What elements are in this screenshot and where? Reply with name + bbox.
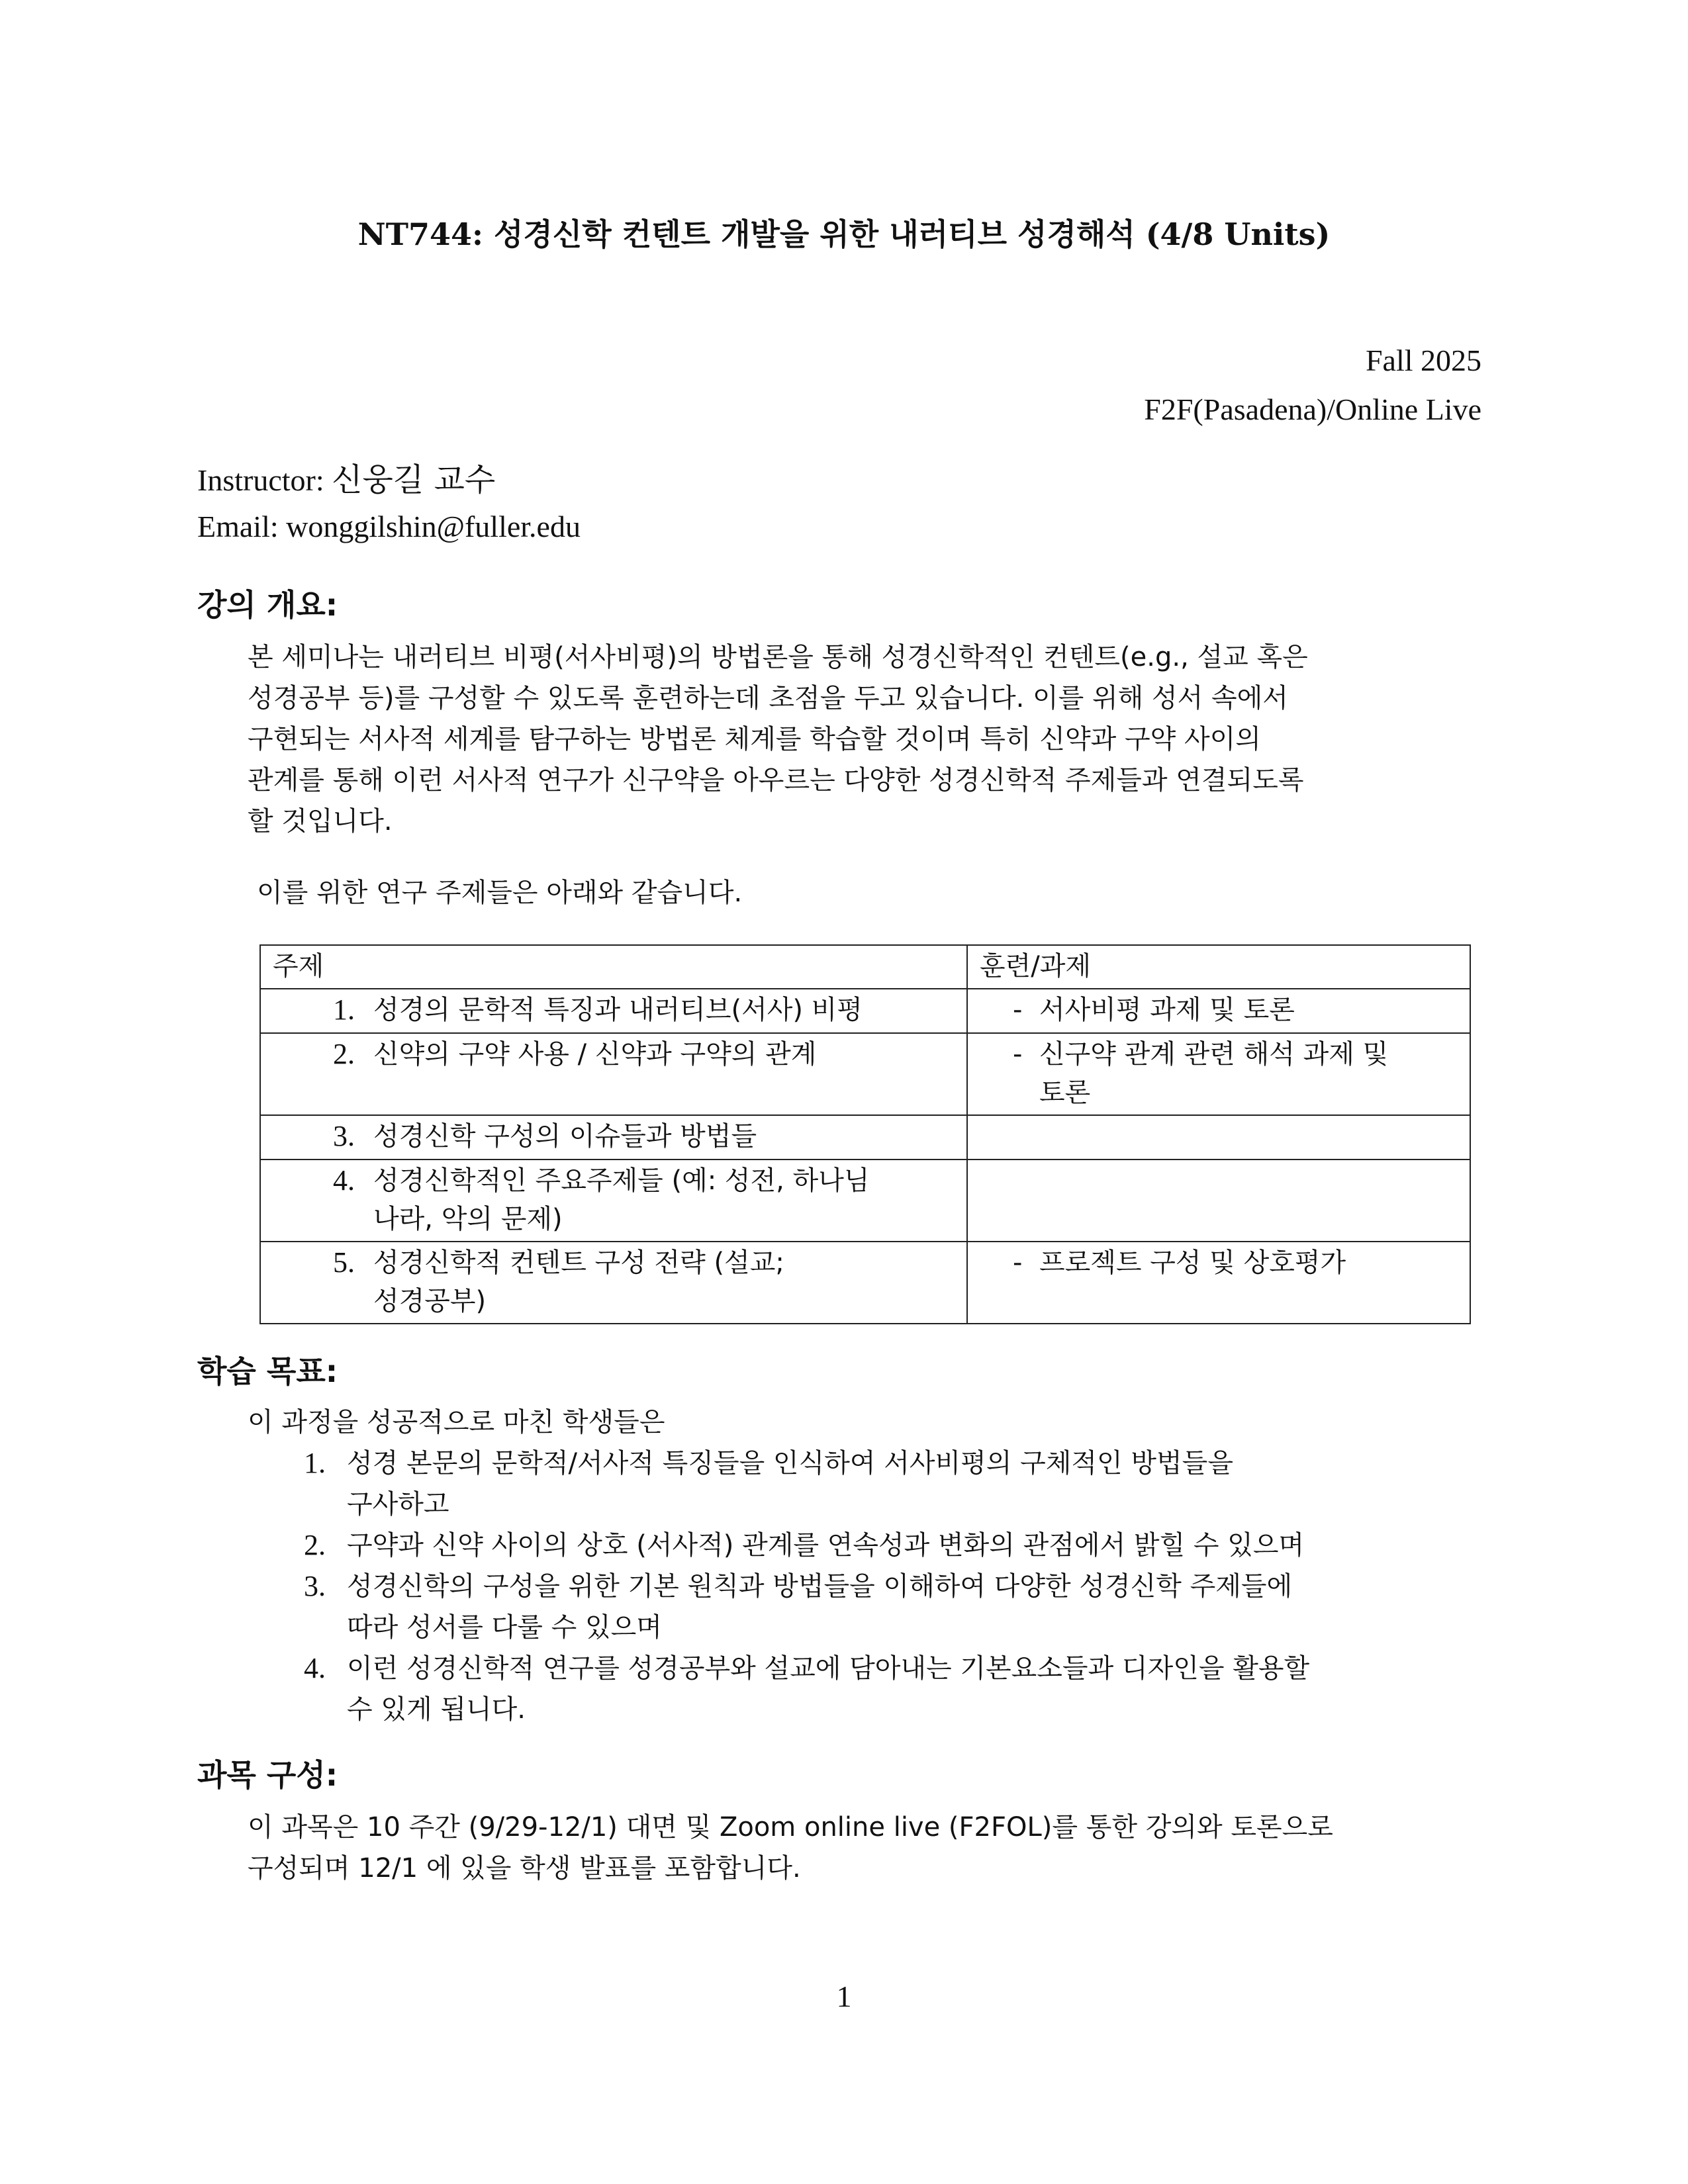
list-item xyxy=(248,1443,1479,1525)
table-row xyxy=(260,1115,1470,1160)
topics-intro: 이를 위한 연구 주제들은 아래와 같습니다. xyxy=(257,878,743,908)
item-text: 성경 본문의 문학적/서사적 특징들을 인식하여 서사비평의 구체적인 방법들을 구사하고 xyxy=(347,1448,1233,1520)
course-meta xyxy=(1144,336,1481,434)
objectives-intro: 이 과정을 성공적으로 마친 학생들은 xyxy=(248,1407,665,1437)
item-number: 4. xyxy=(304,1652,326,1684)
item-text: 이런 성경신학적 연구를 성경공부와 설교에 담아내는 기본요소들과 디자인을 활용할 수 있게 됩니다. xyxy=(347,1653,1310,1725)
item-number: 3. xyxy=(304,1570,326,1602)
row-number: 2. xyxy=(333,1038,355,1070)
overview-body: 본 세미나는 내러티브 비평(서사비평)의 방법론을 통해 성경신학적인 컨텐트(e.g., 설교 혹은 성경공부 등)를 구성할 수 있도록 훈련하는데 초점을 두고 있습니다. 이를 위해 성서 속에서 구현되는 서사적 세계를 탐구하는 방법론 체계를 학습할 것이며 특히 신약과 구약 사이의 관계를 통해 이런 서사적 연구가 신구약을 아우르는 다양한 성경신학적 주제들과 연결되도록 할 것입니다. xyxy=(248,642,1308,837)
item-text: 구약과 신약 사이의 상호 (서사적) 관계를 연속성과 변화의 관점에서 밝힐 수 있으며 xyxy=(347,1530,1305,1561)
table-row xyxy=(260,1160,1470,1242)
overview-heading: 강의 개요: xyxy=(197,587,338,623)
page-number: 1 xyxy=(836,1979,852,2013)
course-format: F2F(Pasadena)/Online Live xyxy=(1144,392,1481,426)
instructor-label: Instructor: xyxy=(197,463,324,497)
row-task-empty xyxy=(967,1115,1470,1160)
email-label: Email: xyxy=(197,510,279,543)
objectives-list xyxy=(248,1443,1479,1730)
row-topic: 신약의 구약 사용 / 신약과 구약의 관계 xyxy=(373,1039,817,1069)
instructor-name: 신웅길 교수 xyxy=(332,461,496,498)
table-row: 1. 성경의 문학적 특징과 내러티브(서사) 비평 - 서사비평 과제 및 토론 xyxy=(260,989,1470,1033)
topics-table xyxy=(259,944,1471,1324)
row-topic: 성경의 문학적 특징과 내러티브(서사) 비평 xyxy=(373,995,863,1025)
item-number: 2. xyxy=(304,1529,326,1561)
row-number: 4. xyxy=(333,1164,355,1197)
item-text: 성경신학의 구성을 위한 기본 원칙과 방법들을 이해하여 다양한 성경신학 주제들에 따라 성서를 다룰 수 있으며 xyxy=(347,1571,1293,1643)
table-header-topic: 주제 xyxy=(260,945,967,989)
row-topic: 성경신학적 컨텐트 구성 전략 (설교; 성경공부) xyxy=(373,1248,784,1316)
instructor-block xyxy=(197,457,581,550)
list-item xyxy=(248,1525,1479,1566)
row-number: 1. xyxy=(333,993,355,1026)
table-header-task: 훈련/과제 xyxy=(967,945,1470,989)
table-header-row xyxy=(260,945,1470,989)
row-task-empty xyxy=(967,1160,1470,1242)
email-address[interactable]: wonggilshin@fuller.edu xyxy=(286,510,581,543)
page-title: NT744: 성경신학 컨텐트 개발을 위한 내러티브 성경해석 (4/8 Units) xyxy=(357,216,1331,252)
table-row: 2. 신약의 구약 사용 / 신약과 구약의 관계 - 신구약 관계 관련 해석 과제 및 토론 xyxy=(260,1033,1470,1115)
list-item xyxy=(248,1566,1479,1648)
structure-heading: 과목 구성: xyxy=(197,1757,338,1793)
table-row: 5. 성경신학적 컨텐트 구성 전략 (설교; 성경공부) - 프로젝트 구성 및 상호평가 xyxy=(260,1242,1470,1324)
objectives-heading: 학습 목표: xyxy=(197,1353,338,1389)
row-task: 프로젝트 구성 및 상호평가 xyxy=(1039,1248,1346,1278)
row-task: 서사비평 과제 및 토론 xyxy=(1039,995,1295,1025)
structure-body: 이 과목은 10 주간 (9/29-12/1) 대면 및 Zoom online live (F2FOL)를 통한 강의와 토론으로 구성되며 12/1 에 있을 학생 발표를 포함합니다. xyxy=(248,1812,1333,1884)
term: Fall 2025 xyxy=(1365,343,1481,377)
item-number: 1. xyxy=(304,1447,326,1479)
row-number: 3. xyxy=(333,1120,355,1152)
row-task: 신구약 관계 관련 해석 과제 및 토론 xyxy=(1039,1039,1389,1108)
row-topic: 성경신학적인 주요주제들 (예: 성전, 하나님 나라, 악의 문제) xyxy=(373,1165,870,1234)
row-number: 5. xyxy=(333,1246,355,1279)
list-item xyxy=(248,1648,1479,1730)
row-topic: 성경신학 구성의 이슈들과 방법들 xyxy=(373,1121,757,1152)
